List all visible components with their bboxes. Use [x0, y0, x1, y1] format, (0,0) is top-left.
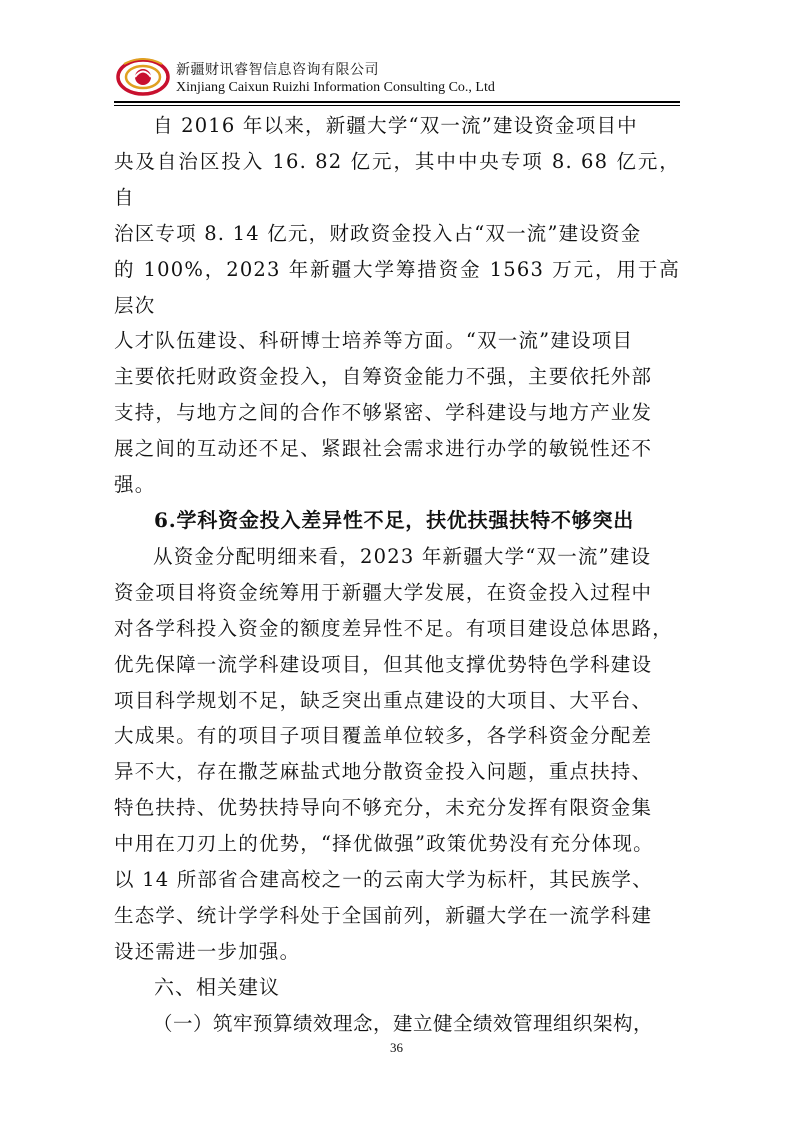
page-header	[114, 50, 680, 102]
header-divider-thick	[114, 101, 680, 103]
header-divider-thin	[114, 105, 680, 106]
heading-recommendations: 六、相关建议	[154, 974, 280, 999]
page-number: 36	[390, 1040, 403, 1055]
company-name-english: Xinjiang Caixun Ruizhi Information Consulting Co., Ltd	[176, 80, 495, 95]
paragraph-funding-sources: 自 2016 年以来，新疆大学“双一流”建设资金项目中 央及自治区投入 16. 82 亿元，其中中央专项 8. 68 亿元，自 治区专项 8. 14 亿元，财政资金投入占“双一流”建设资金 的 100%，2023 年新疆大学筹措资金 1563 万元，用于高层次 人才队伍建设、科研博士培养等方面。“双一流”建设项目 主要依托财政资金投入，自筹资金能力不强，主要依托外部 支持，与地方之间的合作不够紧密、学科建设与地方产业发 展之间的互动还不足、紧跟社会需求进行办学的敏锐性还不 强。	[114, 114, 680, 497]
company-name-chinese: 新疆财讯睿智信息咨询有限公司	[176, 62, 379, 78]
paragraph-funding-allocation: 从资金分配明细来看，2023 年新疆大学“双一流”建设 资金项目将资金统筹用于新疆大学发展，在资金投入过程中 对各学科投入资金的额度差异性不足。有项目建设总体思路， 优先保障一流学科建设项目，但其他支撑优势特色学科建设 项目科学规划不足，缺乏突出重点建设的大项目、大平台、 大成果。有的项目子项目覆盖单位较多，各学科资金分配差 异不大，存在撒芝麻盐式地分散资金投入问题，重点扶持、 特色扶持、优势扶持导向不够充分，未充分发挥有限资金集 中用在刀刃上的优势，“择优做强”政策优势没有充分体现。 以 14 所部省合建高校之一的云南大学为标杆，其民族学、 生态学、统计学学科处于全国前列，新疆大学在一流学科建 设还需进一步加强。	[114, 544, 673, 963]
heading-section-6: 6.学科资金投入差异性不足，扶优扶强扶特不够突出	[154, 507, 635, 532]
document-body	[114, 108, 680, 1042]
company-logo-icon	[114, 52, 172, 98]
subheading-recommendation-1: （一）筑牢预算绩效理念，建立健全绩效管理组织架构，	[153, 1011, 654, 1035]
